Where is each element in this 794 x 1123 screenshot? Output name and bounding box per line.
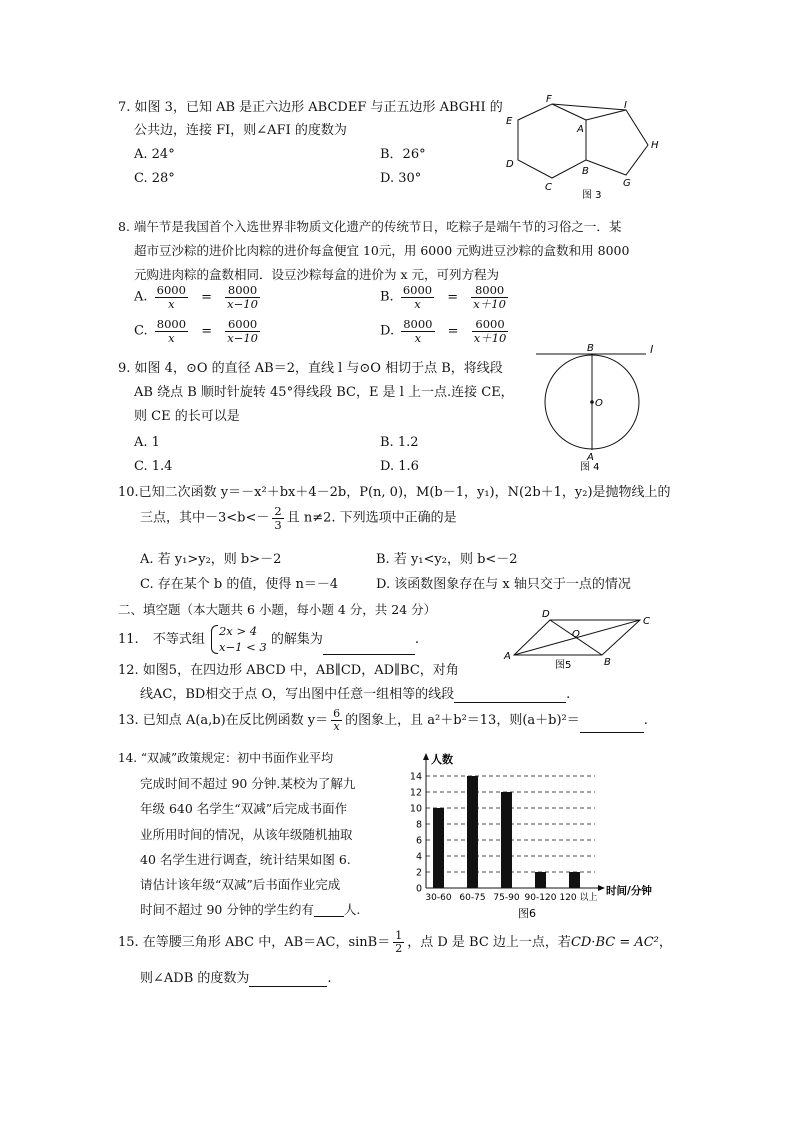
y-axis-label: 人数 [431,753,453,766]
label-o: O [572,629,580,640]
q12-line2: 线AC，BD相交于点 O，写出图中任意一组相等的线段 . [140,687,571,702]
q8-option-c: C. $\frac{8000}{x}$ = $\frac{6000}{x-10}$ [134,317,258,345]
x-tick-label: 60-75 [459,893,486,903]
x-tick-label: 75-90 [493,893,520,903]
bar-30-60 [433,808,444,888]
q7-line1: 7. 如图 3，已知 AB 是正六边形 ABCDEF 与正五边形 ABGHI 的 [118,100,503,115]
q8-line2: 超市豆沙粽的进价比肉粽的进价每盒便宜 10元，用 6000 元购进豆沙粽的盒数和用 8000 [134,243,630,258]
q14-line5: 40 名学生进行调查，统计结果如图 6. [140,852,351,867]
q10-line2: 三点，其中－3<b<－ $\frac{2}{3}$ 且 n≠2. 下列选项中正确的是 [140,504,457,532]
q9-option-c: C. 1.4 [134,459,173,474]
q9-line3: 则 CE 的长可以是 [134,409,240,424]
figure-6-bar-chart [400,750,670,925]
label-d: D [506,159,514,170]
q10-option-b: B. 若 y₁<y₂，则 b<－2 [376,552,518,567]
label-o: O [595,398,603,409]
section-2-title: 二、填空题（本大题共 6 小题，每小题 4 分，共 24 分） [118,602,437,617]
q11-line: 11. 不等式组 2x > 4 x−1 < 3 的解集为 . [118,624,419,654]
label-d: D [542,609,550,620]
q7-option-c: C. 28° [134,171,175,186]
q14-line3: 年级 640 名学生“双减”后完成书面作 [140,801,348,816]
q9-option-d: D. 1.6 [380,459,419,474]
figure-3-caption: 图 3 [582,190,602,201]
q9-line2: AB 绕点 B 顺时针旋转 45°得线段 BC，E 是 l 上一点.连接 CE， [134,385,514,400]
label-a: A [504,651,511,662]
y-tick-label: 2 [415,867,422,879]
y-tick-label: 12 [409,787,422,799]
label-b: B [604,657,611,668]
q12-answer-blank[interactable] [454,689,566,703]
q9-option-b: B. 1.2 [380,435,419,450]
figure-4-caption: 图 4 [580,462,600,472]
label-b: B [582,166,589,177]
q7-line2: 公共边，连接 FI，则∠AFI 的度数为 [134,123,347,138]
q10-option-a: A. 若 y₁>y₂，则 b>－2 [140,552,282,567]
y-tick-label: 14 [409,771,422,783]
q7-option-d: D. 30° [380,171,422,186]
label-c: C [643,616,650,627]
q10-line1: 10.已知二次函数 y＝－x²＋bx＋4－2b，P(n, 0)，M(b－1，y₁)，N(2b＋1，y₂)是抛物线上的 [118,485,671,500]
q7-option-a: A. 24° [134,147,175,162]
label-g: G [623,178,631,189]
chart-caption: 图6 [518,907,536,920]
q9-line1: 9. 如图 4，⊙O 的直径 AB＝2，直线 l 与⊙O 相切于点 B，将线段 [118,361,503,376]
q10-option-c: C. 存在某个 b 的值，使得 n＝－4 [140,577,339,592]
label-b: B [587,343,594,354]
figure-5-caption: 图5 [555,660,572,669]
label-f: F [546,94,552,105]
q11-answer-blank[interactable] [323,641,415,655]
q8-option-d: D. $\frac{8000}{x}$ = $\frac{6000}{x+10}$ [380,317,507,345]
y-tick-label: 8 [415,819,422,831]
q12-line1: 12. 如图5，在四边形 ABCD 中，AB∥CD，AD∥BC，对角 [118,663,459,678]
q13-answer-blank[interactable] [580,719,644,733]
q8-option-b: B. $\frac{6000}{x}$ = $\frac{8000}{x+10}$ [380,283,506,311]
q7-option-b: B．26° [380,147,426,162]
label-e: E [506,116,513,127]
q15-line1: 15. 在等腰三角形 ABC 中，AB＝AC，sinB＝ $\frac{1}{2}$ ，点 D 是 BC 边上一点，若CD·BC = AC²， [118,929,672,956]
y-tick-label: 0 [415,883,422,895]
q15-answer-blank[interactable] [249,973,327,987]
bar-75-90 [501,792,512,888]
y-axis-arrow [423,753,429,760]
q8-option-a: A. $\frac{6000}{x}$ = $\frac{8000}{x-10}$ [134,283,258,311]
label-a: A [587,452,594,463]
y-tick-label: 6 [415,835,422,847]
q14-line6: 请估计该年级“双减”后书面作业完成 [140,877,341,892]
label-c: C [545,182,552,193]
q13-line: 13. 已知点 A(a,b)在反比例函数 y＝ $\frac{6}{x}$ 的图象上，且 a²＋b²＝13，则(a＋b)²＝ . [118,707,648,734]
figure-3-hexagon-pentagon [498,90,678,205]
x-axis-arrow [598,885,605,891]
q14-line7: 时间不超过 90 分钟的学生约有 人. [140,902,361,917]
x-tick-label: 30-60 [425,893,452,903]
label-l: l [650,343,654,356]
q8-line3: 元购进肉粽的盒数相同．设豆沙粽每盒的进价为 x 元，可列方程为 [134,267,499,282]
bar-120 以上 [569,872,580,888]
hexagon-shape [518,104,586,178]
q9-option-a: A. 1 [134,435,160,450]
x-tick-label: 120 以上 [559,893,598,903]
bar-90-120 [535,872,546,888]
q15-line2: 则∠ADB 的度数为 . [140,971,332,986]
q8-line1: 8. 端午节是我国首个入选世界非物质文化遗产的传统节日，吃粽子是端午节的习俗之一．某 [118,219,622,234]
label-i: I [624,100,627,111]
label-h: H [651,140,659,151]
q14-answer-blank[interactable] [314,903,344,917]
q10-option-d: D. 该函数图象存在与 x 轴只交于一点的情况 [376,577,631,592]
center-point-o [590,400,594,404]
bar-60-75 [467,776,478,888]
q14-line1: 14. “双减”政策规定：初中书面作业平均 [118,751,334,765]
x-tick-label: 90-120 [524,893,557,903]
y-tick-label: 4 [415,851,422,863]
y-tick-label: 10 [409,803,422,815]
pentagon-shape [586,110,648,175]
x-axis-label: 时间/分钟 [606,885,652,897]
label-a: A [577,124,584,135]
figure-4-circle [530,340,670,472]
figure-5-parallelogram [500,607,660,669]
q14-line2: 完成时间不超过 90 分钟.某校为了解九 [140,776,356,791]
q14-line4: 业所用时间的情况，从该年级随机抽取 [140,827,353,842]
